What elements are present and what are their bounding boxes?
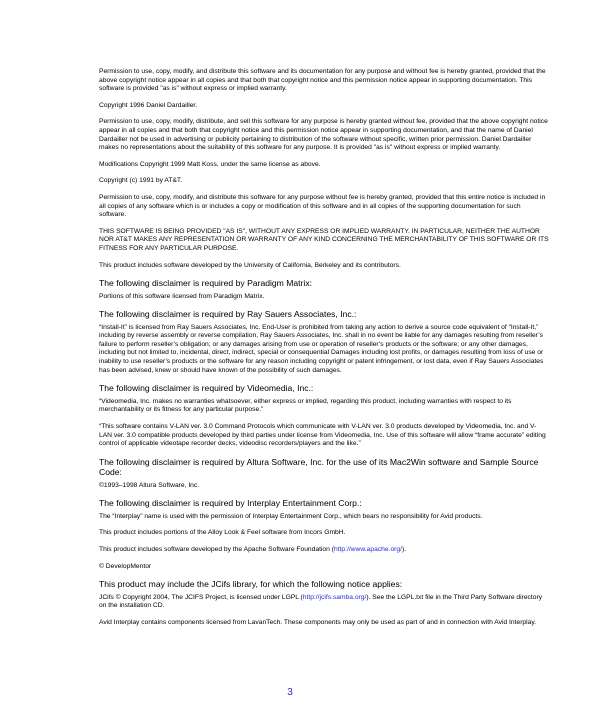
videomedia-text-2: “This software contains V-LAN ver. 3.0 Command Protocols which communicate with V-LAN ver. 3.0 products developed by Videomedia, Inc. and V-LAN ver. 3.0 compatible products developed by third parties under license from Videomedia, Inc. Use of this software will allow “frame accurate” editing control of applicable videotape recorder decks, videodisc recorders/players and the like.” bbox=[99, 422, 546, 448]
heading-jcifs: This product may include the JCifs library, for which the following notice applies: bbox=[99, 579, 403, 590]
apache-text-before: This product includes software developed by the Apache Software Foundation ( bbox=[99, 546, 334, 553]
heading-videomedia: The following disclaimer is required by Videomedia, Inc.: bbox=[99, 383, 314, 394]
jcifs-link[interactable]: http://jcifs.samba.org/ bbox=[302, 593, 367, 601]
berkeley-notice: This product includes software developed by the University of California, Berkeley and its contributors. bbox=[99, 261, 401, 269]
interplay-text-3 bbox=[99, 546, 549, 555]
copyright-dardailler: Copyright 1996 Daniel Dardailler. bbox=[99, 101, 198, 109]
heading-ray-sauers: The following disclaimer is required by Ray Sauers Associates, Inc.: bbox=[99, 309, 357, 320]
jcifs-text-after: ). See the LGPL.txt file in the Third Party Software directory on the installation CD. bbox=[99, 593, 543, 610]
copyright-att: Copyright (c) 1991 by AT&T. bbox=[99, 177, 183, 185]
permission-notice-1: Permission to use, copy, modify, and distribute this software and its documentation for any purpose and without fee is hereby granted, provided that the above copyright notice appear in all copies and that both that copyright notice and this permission notice appear in supporting documentation. This software is provided "as is" without express or implied warranty. bbox=[99, 68, 546, 93]
ray-sauers-text: “Install-It” is licensed from Ray Sauers Associates, Inc. End-User is prohibited from taking any action to derive a source code equivalent of “Install-It,” including by reverse assembly or reverse compilation, Ray Sauers Associates, Inc. shall in no event be liable for any damages resulting from reseller’s failure to perform reseller’s obligation; or any damages arising from use or operation of reseller’s products or the software; or any other damages, including but not limited to, incidental, direct, indirect, special or consequential Damages including lost profits, or damages resulting from loss of use or inability to use reseller’s products or the software for any reason including copyright or patent infringement, or lost data, even if Ray Sauers Associates has been advised, knew or should have known of the possibility of such damages. bbox=[99, 323, 544, 374]
heading-paradigm: The following disclaimer is required by Paradigm Matrix: bbox=[99, 278, 313, 289]
paradigm-text: Portions of this software licensed from Paradigm Matrix. bbox=[99, 292, 265, 300]
interplay-text-2: This product includes portions of the Alloy Look & Feel software from Incors GmbH. bbox=[99, 529, 346, 537]
heading-altura: The following disclaimer is required by Altura Software, Inc. for the use of its Mac2Win software and Sample Source Code: bbox=[99, 456, 539, 478]
apache-link[interactable]: http://www.apache.org/ bbox=[333, 546, 402, 553]
page-number: 3 bbox=[287, 687, 293, 698]
permission-notice-att: Permission to use, copy, modify, and distribute this software for any purpose without fee is hereby granted, provided that this entire notice is included in all copies of any software which is or includes a copy or modification of this software and in all copies of the supporting documentation for such software. bbox=[99, 193, 546, 219]
interplay-text-4: © DevelopMentor bbox=[99, 562, 152, 570]
interplay-text-1: The “Interplay” name is used with the permission of Interplay Entertainment Corp., which bears no responsibility for Avid products. bbox=[99, 512, 483, 520]
heading-interplay: The following disclaimer is required by Interplay Entertainment Corp.: bbox=[99, 498, 362, 509]
modifications-koss: Modifications Copyright 1999 Matt Koss, under the same license as above. bbox=[99, 160, 321, 168]
jcifs-text-before: JCifs © Copyright 2004, The JCIFS Project, is licensed under LGPL ( bbox=[99, 593, 303, 601]
lavantech-text: Avid Interplay contains components licensed from LavanTech. These components may only be used as part of and in connection with Avid Interplay. bbox=[99, 618, 537, 626]
document-page bbox=[99, 68, 549, 635]
warranty-disclaimer-att: THIS SOFTWARE IS BEING PROVIDED "AS IS", WITHOUT ANY EXPRESS OR IMPLIED WARRANTY. IN PARTICULAR, NEITHER THE AUTHOR NOR AT&T MAKES ANY REPRESENTATION OR WARRANTY OF ANY KIND CONCERNING THE MERCHANTABILITY OF THIS SOFTWARE OR ITS FITNESS FOR ANY PARTICULAR PURPOSE. bbox=[99, 227, 549, 252]
jcifs-text-1 bbox=[99, 594, 549, 611]
videomedia-text-1: “Videomedia, Inc. makes no warranties whatsoever, either express or implied, regarding this product, including warranties with respect to its merchantability or its fitness for any particular purpose.” bbox=[99, 397, 512, 414]
permission-notice-dardailler: Permission to use, copy, modify, distribute, and sell this software for any purpose is hereby granted without fee, provided that the above copyright notice appear in all copies and that both that copyright notice and this permission notice appear in supporting documentation, and that the name of Daniel Dardailler not be used in advertising or publicity pertaining to distribution of the software without specific, written prior permission. Daniel Dardailler makes no representations about the suitability of this software for any purpose. It is provided "as is" without express or implied warranty. bbox=[99, 118, 548, 152]
apache-text-after: ). bbox=[401, 546, 407, 553]
altura-text: ©1993–1998 Altura Software, Inc. bbox=[99, 481, 200, 489]
